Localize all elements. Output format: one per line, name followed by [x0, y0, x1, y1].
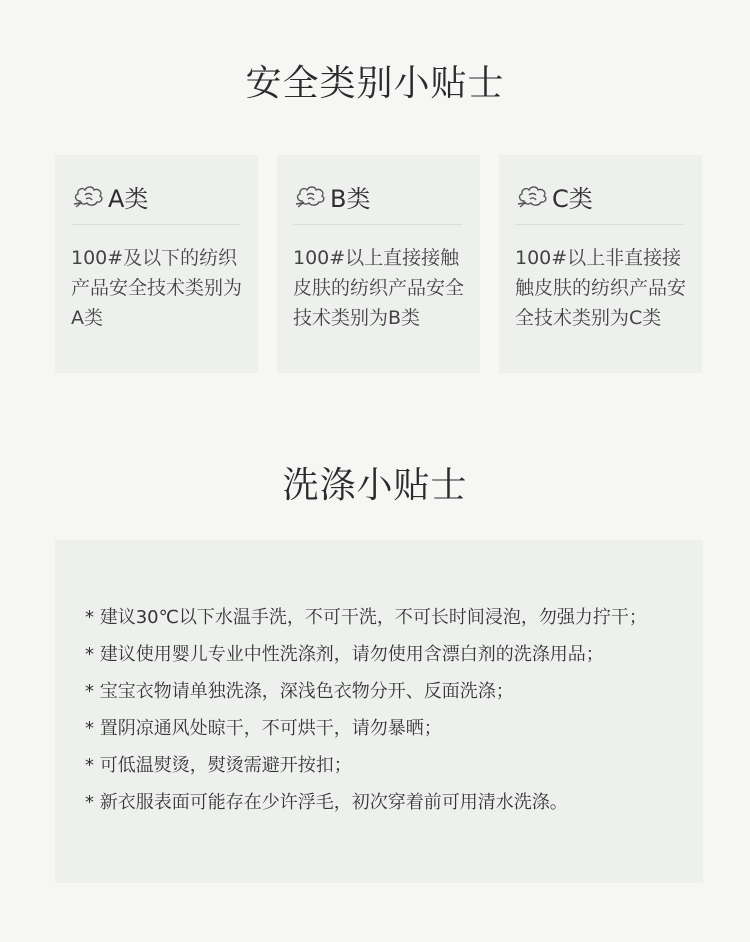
cotton-icon — [516, 183, 550, 209]
washing-tips-panel — [55, 540, 703, 883]
list-item: * 可低温熨烫，熨烫需避开按扣； — [85, 755, 352, 776]
list-item: * 建议使用婴儿专业中性洗涤剂，请勿使用含漂白剂的洗涤用品； — [85, 644, 604, 665]
list-item: * 宝宝衣物请单独洗涤，深浅色衣物分开、反面洗涤； — [85, 681, 514, 702]
washing-tips-title: 洗涤小贴士 — [282, 465, 468, 506]
card-description: 100#以上直接接触皮肤的纺织产品安全技术类别为B类 — [293, 247, 465, 329]
safety-tips-title: 安全类别小贴士 — [245, 63, 505, 104]
category-card-c — [499, 155, 702, 373]
cotton-icon — [294, 183, 328, 209]
list-item: * 建议30℃以下水温手洗，不可干洗，不可长时间浸泡，勿强力拧干； — [85, 607, 647, 628]
card-title: C类 — [552, 184, 593, 213]
washing-tips-list — [85, 606, 647, 828]
card-header — [294, 179, 370, 213]
card-divider — [71, 224, 240, 225]
list-item: * 置阴凉通风处晾干，不可烘干，请勿暴晒； — [85, 718, 442, 739]
card-title: B类 — [330, 184, 371, 213]
card-divider — [515, 224, 684, 225]
card-title: A类 — [108, 184, 149, 213]
card-header — [72, 179, 148, 213]
list-item: * 新衣服表面可能存在少许浮毛，初次穿着前可用清水洗涤。 — [85, 792, 568, 813]
card-header — [516, 179, 593, 213]
card-description: 100#及以下的纺织产品安全技术类别为A类 — [71, 247, 243, 329]
category-card-a — [55, 155, 258, 373]
card-description: 100#以上非直接接触皮肤的纺织产品安全技术类别为C类 — [515, 247, 687, 329]
card-divider — [293, 224, 462, 225]
cotton-icon — [72, 183, 106, 209]
category-card-b — [277, 155, 480, 373]
